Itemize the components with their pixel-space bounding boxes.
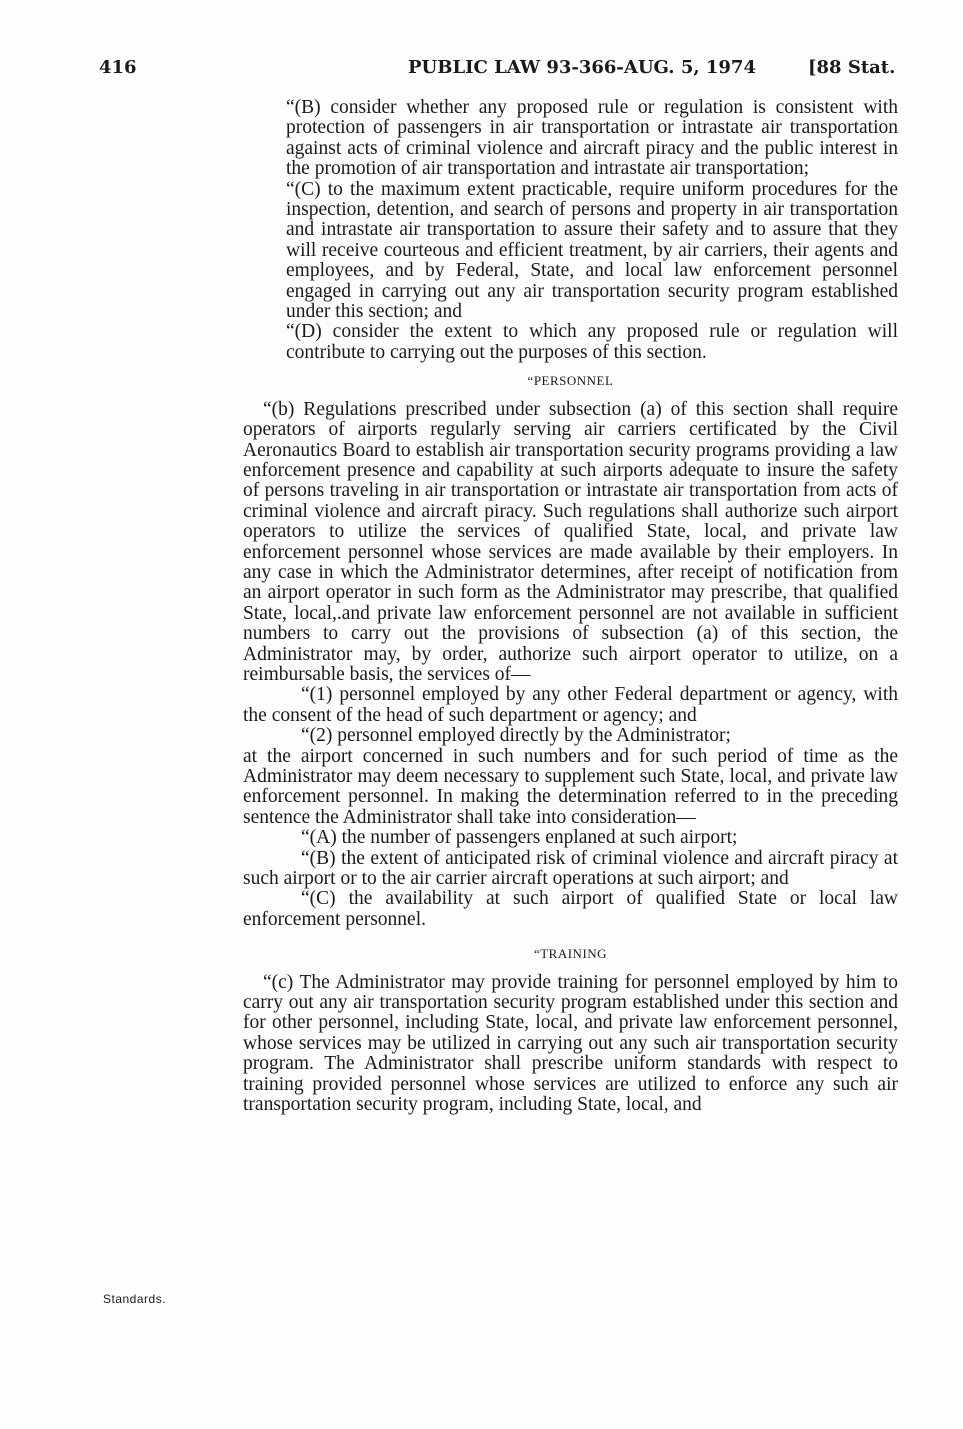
heading-training: “TRAINING [533, 946, 608, 962]
margin-note-standards: Standards. [103, 1292, 167, 1306]
page-title: PUBLIC LAW 93-366-AUG. 5, 1974 [408, 57, 756, 78]
paragraph-c-uniform-procedures: “(C) to the maximum extent practicable, require uniform procedures for the inspection, detention, and search of persons and property in air transportation and intrastate air transportation to assure their safety and to assure that they will receive courteous and efficient treatment, by air carriers, their agents and employees, and by Federal, State, and local law enforcement personnel engaged in carrying out any air transportation security program established under this section; and [286, 178, 898, 323]
paragraph-airport-concerned: at the airport concerned in such numbers and for such period of time as the Administrator may deem necessary to supplement such State, local, and private law enforcement personnel. In making the determination referred to in the preceding sentence the Administrator shall take into consideration— [243, 745, 898, 828]
heading-personnel: “PERSONNEL [527, 373, 614, 389]
statute-reference: [88 Stat. [808, 57, 896, 78]
paragraph-personnel-1: “(1) personnel employed by any other Federal department or agency, with the consent of the head of such department or agency; and [243, 684, 898, 726]
paragraph-b-consider: “(B) consider whether any proposed rule or regulation is consistent with protection of passengers in air transportation or intrastate air transportation against acts of criminal violence and aircraft piracy and the public interest in the promotion of air transportation and intrastate air transportation; [286, 97, 898, 180]
paragraph-d-consider-extent: “(D) consider the extent to which any proposed rule or regulation will contribute to carrying out the purposes of this section. [286, 321, 898, 363]
paragraph-personnel-2: “(2) personnel employed directly by the Administrator; [301, 725, 731, 747]
page-number: 416 [99, 57, 137, 78]
paragraph-consideration-c: “(C) the availability at such airport of qualified State or local law enforcement personnel. [243, 888, 898, 930]
paragraph-consideration-a: “(A) the number of passengers enplaned at such airport; [301, 827, 738, 849]
paragraph-consideration-b: “(B) the extent of anticipated risk of criminal violence and aircraft piracy at such airport or to the air carrier aircraft operations at such airport; and [243, 847, 898, 890]
paragraph-subsection-b: “(b) Regulations prescribed under subsection (a) of this section shall require operators of airports regularly serving air carriers certificated by the Civil Aeronautics Board to establish air transportation security programs providing a law enforcement presence and capability at such airports adequate to insure the safety of persons traveling in air transportation or intrastate air transportation from acts of criminal violence and aircraft piracy. Such regulations shall authorize such airport operators to utilize the services of qualified State, local, and private law enforcement personnel whose services are made available by their employers. In any case in which the Administrator determines, after receipt of notification from an airport operator in such form as the Administrator may prescribe, that qualified State, local,.and private law enforcement personnel are not available in sufficient numbers to carry out the provisions of subsection (a) of this section, the Administrator may, by order, authorize such airport operator to utilize, on a reimbursable basis, the services of— [243, 398, 898, 685]
paragraph-subsection-c: “(c) The Administrator may provide training for personnel employed by him to carry out any air transportation security program established under this section and for other personnel, including State, local, and private law enforcement personnel, whose services may be utilized in carrying out any such air transportation security program. The Administrator shall prescribe uniform standards with respect to training provided personnel whose services are utilized to enforce any such air transportation security program, including State, local, and [243, 971, 898, 1116]
document-body [243, 98, 898, 1116]
